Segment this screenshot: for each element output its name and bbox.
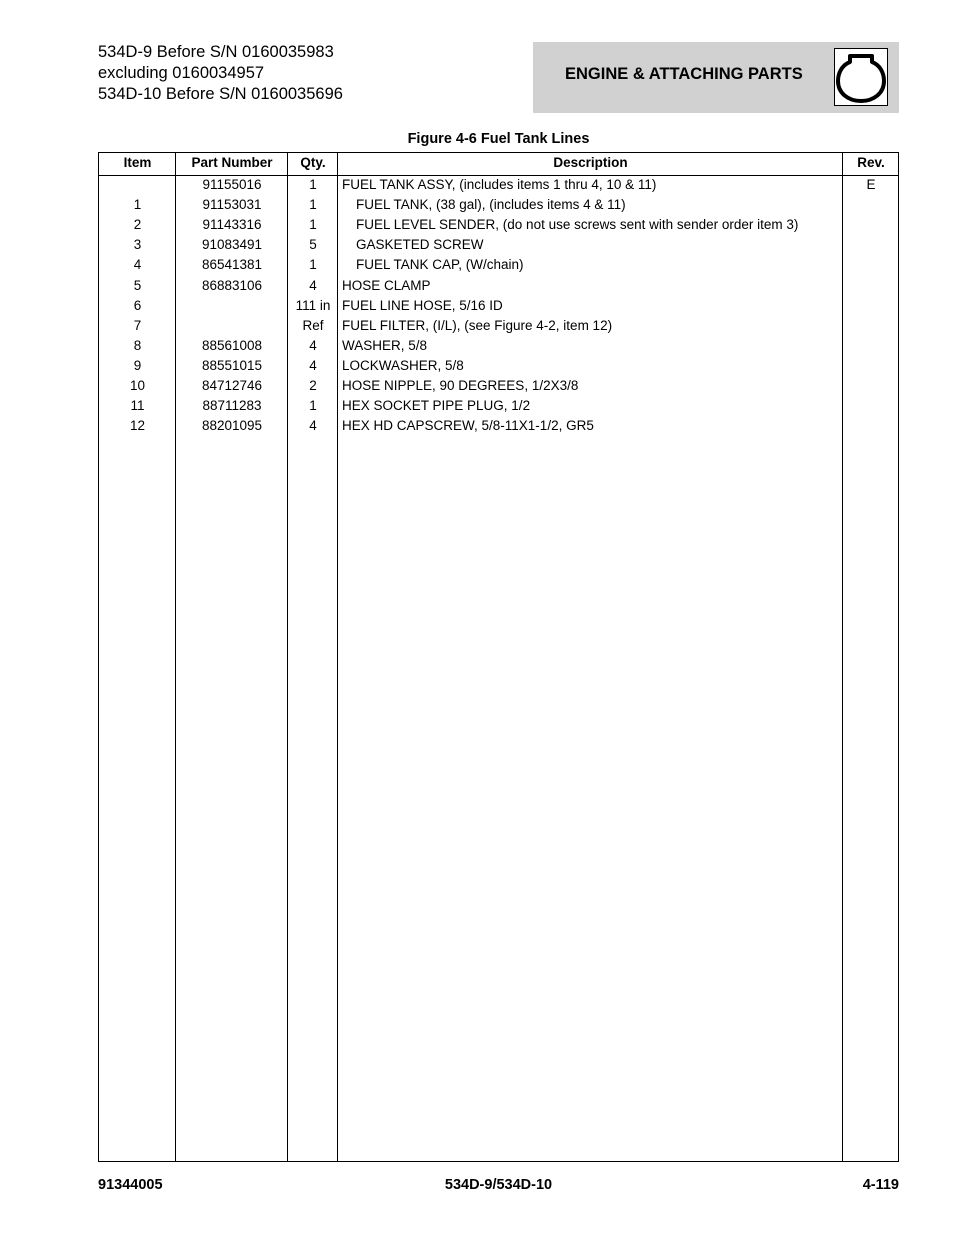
serial-line: 534D-9 Before S/N 0160035983	[98, 43, 334, 61]
document-number: 91344005	[98, 1177, 163, 1193]
qty-cell: 2	[309, 378, 317, 393]
description-cell: FUEL TANK, (38 gal), (includes items 4 & 11)	[356, 197, 626, 213]
qty-cell: 111 in	[295, 297, 331, 313]
part-number-cell: 88561008	[201, 337, 263, 353]
figure-title: Figure 4-6 Fuel Tank Lines	[407, 131, 590, 147]
part-number-cell: 86541381	[201, 257, 263, 273]
table-row	[99, 336, 898, 356]
qty-cell: 1	[309, 398, 317, 414]
description-cell: HOSE CLAMP	[342, 277, 431, 293]
part-number-cell: 88551015	[201, 357, 263, 373]
item-cell: 11	[130, 398, 145, 414]
qty-cell: 4	[309, 277, 317, 293]
description-cell: WASHER, 5/8	[342, 337, 428, 353]
column-header-rev: Rev.	[857, 155, 885, 170]
description-cell: HEX SOCKET PIPE PLUG, 1/2	[342, 398, 531, 414]
description-cell: FUEL LEVEL SENDER, (do not use screws sent with sender order item 3)	[356, 217, 799, 233]
description-cell: FUEL FILTER, (I/L), (see Figure 4-2, item 12)	[342, 317, 613, 333]
serial-line: 534D-10 Before S/N 0160035696	[98, 85, 343, 103]
qty-cell: 4	[309, 337, 317, 353]
qty-cell: 1	[309, 177, 317, 192]
item-cell: 9	[133, 357, 142, 373]
table-row	[99, 175, 898, 195]
description-cell: FUEL TANK CAP, (W/chain)	[356, 257, 524, 273]
table-row	[99, 356, 898, 376]
table-row	[99, 195, 898, 215]
section-header	[533, 42, 899, 113]
qty-cell: 5	[309, 237, 317, 253]
description-cell: LOCKWASHER, 5/8	[342, 357, 464, 373]
qty-cell: 1	[309, 197, 317, 213]
part-number-cell: 91083491	[201, 237, 263, 253]
table-row	[99, 296, 898, 316]
description-cell: HOSE NIPPLE, 90 DEGREES, 1/2X3/8	[342, 378, 579, 393]
table-row	[99, 215, 898, 235]
item-cell: 8	[133, 337, 142, 353]
qty-cell: 1	[309, 257, 317, 273]
qty-cell: 1	[309, 217, 317, 233]
description-cell: GASKETED SCREW	[356, 237, 484, 253]
table-row	[99, 416, 898, 436]
part-number-cell: 91153031	[202, 197, 262, 213]
item-cell: 1	[133, 197, 142, 213]
column-header-qty: Qty.	[300, 155, 326, 170]
model-label: 534D-9/534D-10	[444, 1177, 553, 1193]
item-cell: 12	[129, 418, 146, 434]
qty-cell: 4	[309, 357, 317, 373]
item-cell: 2	[133, 217, 142, 233]
description-cell: HEX HD CAPSCREW, 5/8-11X1-1/2, GR5	[342, 418, 594, 434]
description-cell: FUEL TANK ASSY, (includes items 1 thru 4, 10 & 11)	[342, 177, 657, 192]
table-row	[99, 235, 898, 255]
column-header-description: Description	[553, 155, 628, 170]
item-cell: 5	[133, 277, 142, 293]
table-row	[99, 255, 898, 275]
part-number-cell: 86883106	[201, 277, 263, 293]
page-number: 4-119	[862, 1177, 899, 1193]
qty-cell: Ref	[302, 317, 324, 333]
serial-number-block	[98, 42, 343, 105]
qty-cell: 4	[309, 418, 317, 434]
serial-line: excluding 0160034957	[98, 64, 265, 82]
column-header-item: Item	[123, 155, 152, 170]
section-title: ENGINE & ATTACHING PARTS	[565, 65, 803, 83]
parts-table	[98, 152, 899, 1162]
part-number-cell: 91155016	[202, 177, 262, 192]
item-cell: 10	[129, 378, 146, 393]
engine-icon	[834, 48, 888, 106]
item-cell: 7	[133, 317, 142, 333]
part-number-cell: 84712746	[201, 378, 263, 393]
part-number-cell: 88711283	[202, 398, 262, 414]
column-header-part-number: Part Number	[191, 155, 273, 170]
item-cell: 3	[133, 237, 142, 253]
table-row	[99, 316, 898, 336]
table-row	[99, 396, 898, 416]
item-cell: 6	[133, 297, 142, 313]
table-row	[99, 376, 898, 396]
rev-cell: E	[866, 177, 876, 192]
part-number-cell: 91143316	[202, 217, 262, 233]
description-cell: FUEL LINE HOSE, 5/16 ID	[342, 297, 503, 313]
table-row	[99, 276, 898, 296]
item-cell: 4	[133, 257, 142, 273]
part-number-cell: 88201095	[201, 418, 263, 434]
